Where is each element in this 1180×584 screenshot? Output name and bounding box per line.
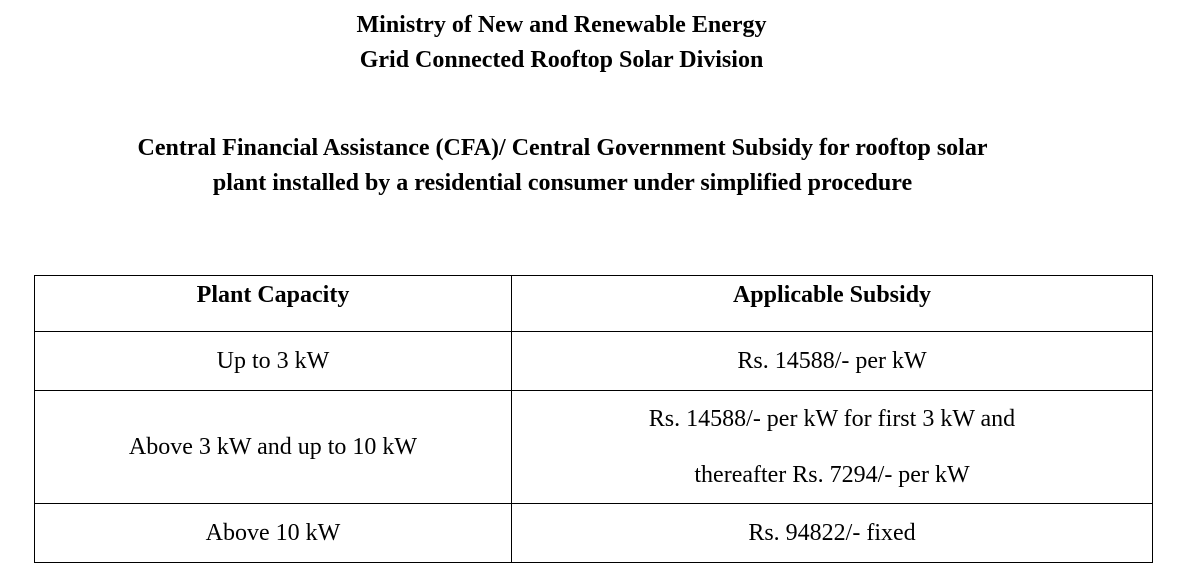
subsidy-line-2: thereafter Rs. 7294/- per kW [694, 462, 970, 488]
document-header [0, 8, 1123, 78]
subsidy-table [34, 275, 1153, 563]
document-title [0, 131, 1125, 201]
division-name: Grid Connected Rooftop Solar Division [359, 47, 764, 73]
subsidy-cell: Rs. 94822/- fixed [512, 504, 1153, 563]
title-line-1: Central Financial Assistance (CFA)/ Central Government Subsidy for rooftop solar [137, 135, 988, 161]
column-header-plant-capacity: Plant Capacity [35, 276, 512, 332]
table-header-row [35, 276, 1153, 332]
subsidy-cell: Rs. 14588/- per kW [512, 332, 1153, 391]
capacity-cell: Above 3 kW and up to 10 kW [35, 391, 512, 504]
table-row [35, 332, 1153, 391]
ministry-name: Ministry of New and Renewable Energy [356, 12, 767, 38]
column-header-applicable-subsidy: Applicable Subsidy [512, 276, 1153, 332]
table-row [35, 504, 1153, 563]
capacity-cell: Above 10 kW [35, 504, 512, 563]
subsidy-cell [512, 391, 1153, 504]
title-line-2: plant installed by a residential consumer under simplified procedure [212, 170, 913, 196]
subsidy-line-1: Rs. 14588/- per kW for first 3 kW and [648, 406, 1016, 432]
table-row [35, 391, 1153, 504]
capacity-cell: Up to 3 kW [35, 332, 512, 391]
